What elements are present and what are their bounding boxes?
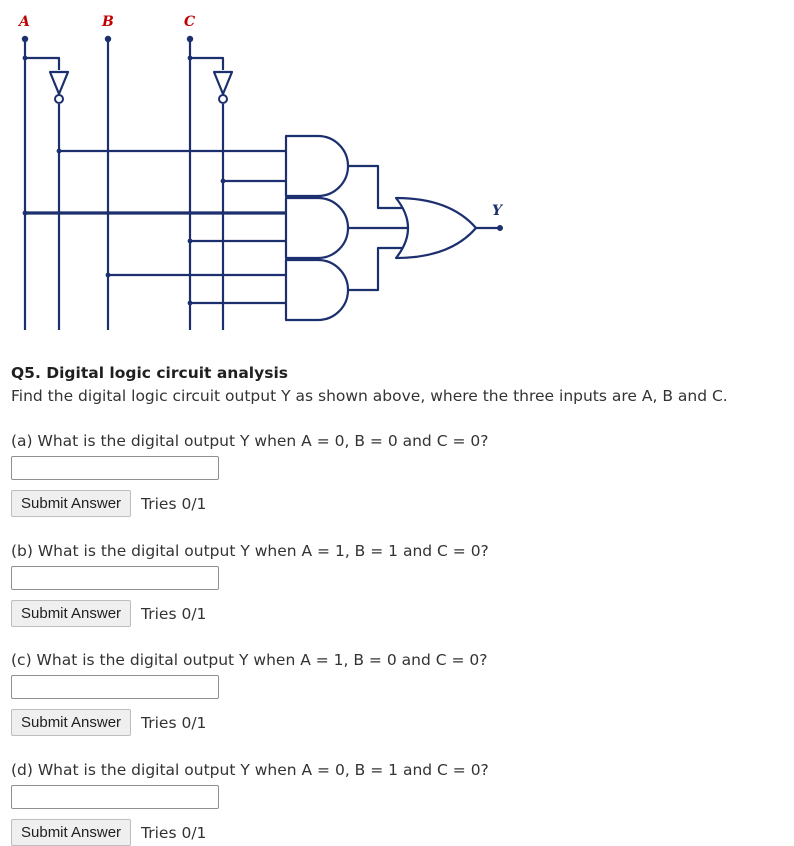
part-c-submit-button[interactable]: Submit Answer: [11, 709, 131, 736]
part-a-submit-button[interactable]: Submit Answer: [11, 490, 131, 517]
part-d-answer-input[interactable]: [11, 785, 219, 809]
input-label-a: A: [19, 14, 30, 30]
part-b-prompt: (b) What is the digital output Y when A = 1, B = 1 and C = 0?: [11, 542, 489, 560]
not-gate-a: [50, 72, 68, 94]
part-a-prompt: (a) What is the digital output Y when A = 0, B = 0 and C = 0?: [11, 432, 489, 450]
wire-c-tap: [190, 58, 223, 70]
or-gate: [396, 198, 476, 258]
input-label-c: C: [184, 14, 196, 30]
part-c-tries: Tries 0/1: [141, 713, 207, 732]
part-b: [11, 540, 711, 627]
part-a: [11, 430, 711, 517]
not-gate-c: [214, 72, 232, 94]
part-c-answer-input[interactable]: [11, 675, 219, 699]
part-a-tries: Tries 0/1: [141, 494, 207, 513]
part-b-submit-button[interactable]: Submit Answer: [11, 600, 131, 627]
and-gate-3: [286, 260, 348, 320]
question-title: Q5. Digital logic circuit analysis: [11, 364, 288, 382]
input-label-b: B: [102, 14, 114, 30]
output-label-y: Y: [492, 203, 502, 219]
part-b-tries: Tries 0/1: [141, 604, 207, 623]
part-a-answer-input[interactable]: [11, 456, 219, 480]
part-c-prompt: (c) What is the digital output Y when A = 1, B = 0 and C = 0?: [11, 651, 488, 669]
logic-circuit-diagram: [0, 0, 560, 340]
wire-a-tap: [25, 58, 59, 70]
part-c: [11, 649, 711, 736]
question-intro: Find the digital logic circuit output Y as shown above, where the three inputs are A, B and C.: [11, 387, 728, 405]
and-gate-1: [286, 136, 348, 196]
part-d-tries: Tries 0/1: [141, 823, 207, 842]
part-b-answer-input[interactable]: [11, 566, 219, 590]
part-d-prompt: (d) What is the digital output Y when A = 0, B = 1 and C = 0?: [11, 761, 489, 779]
part-d-submit-button[interactable]: Submit Answer: [11, 819, 131, 846]
and-gate-2: [286, 198, 348, 258]
